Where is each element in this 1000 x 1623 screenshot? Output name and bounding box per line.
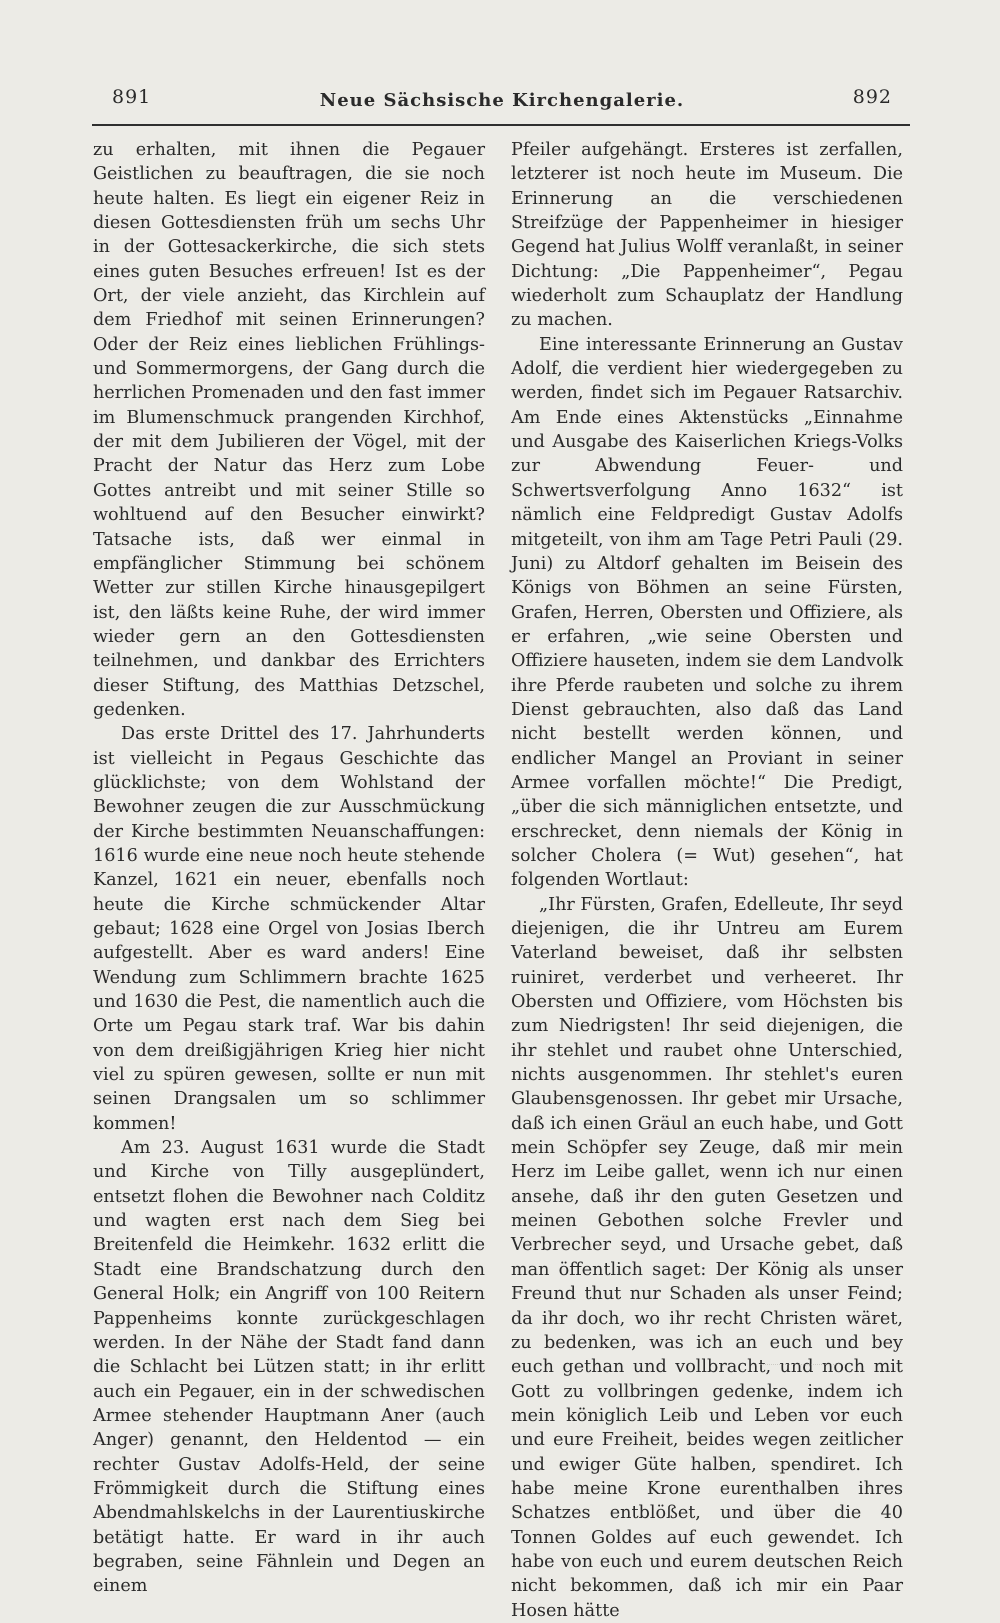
paragraph: Am 23. August 1631 wurde die Stadt und Kirche von Tilly ausgeplündert, entsetzt flohen die Bewohner nach Colditz und wagten erst nach dem Sieg bei Breitenfeld die Heimkehr. 1632 erlitt die Stadt eine Brandschatzung durch den General Holk; ein Angriff von 100 Reitern Pappenheims konnte zurückgeschlagen werden. In der Nähe der Stadt fand dann die Schlacht bei Lützen statt; in ihr erlitt auch ein Pegauer, ein in der schwedischen Armee stehender Hauptmann Aner (auch Anger) genannt, den Heldentod — ein rechter Gustav Adolfs-Held, der seine Frömmigkeit durch die Stiftung eines Abendmahlskelchs in der Laurentiuskirche betätigt hatte. Er ward in ihr auch begraben, seine Fähnlein und Degen an einem: [93, 1138, 485, 1597]
page-number-right: 892: [852, 86, 892, 108]
page-number-left: 891: [112, 86, 152, 108]
page-header: [112, 86, 892, 120]
header-rule: [92, 124, 910, 126]
paragraph: Eine interessante Erinnerung an Gustav Adolf, die verdient hier wiedergegeben zu werden, findet sich im Pegauer Ratsarchiv. Am Ende eines Aktenstücks „Einnahme und Ausgabe des Kaiserlichen Kriegs-Volks zur Abwendung Feuer- und Schwertsverfolgung Anno 1632“ ist nämlich eine Feldpredigt Gustav Adolfs mitgeteilt, von ihm am Tage Petri Pauli (29. Juni) zu Altdorf gehalten im Beisein des Königs von Böhmen an seine Fürsten, Grafen, Herren, Obersten und Offiziere, als er erfahren, „wie seine Obersten und Offiziere hauseten, indem sie dem Landvolk ihre Pferde raubeten und solche zu ihrem Dienst gebrauchten, also daß das Land nicht bestellt werden können, und endlicher Mangel an Proviant in seiner Armee vorfallen möchte!“ Die Predigt, „über die sich männiglichen entsetzte, und erschrecket, denn niemals der König in solcher Cholera (= Wut) gesehen“, hat folgenden Wortlaut:: [511, 334, 903, 891]
right-column: [511, 138, 903, 1623]
paragraph: Das erste Drittel des 17. Jahrhunderts ist vielleicht in Pegaus Geschichte das glücklichste; von dem Wohlstand der Bewohner zeugen die zur Ausschmückung der Kirche bestimmten Neuanschaffungen: 1616 wurde eine neue noch heute stehende Kanzel, 1621 ein neuer, ebenfalls noch heute die Kirche schmückender Altar gebaut; 1628 eine Orgel von Josias Iberch aufgestellt. Aber es ward anders! Eine Wendung zum Schlimmern brachte 1625 und 1630 die Pest, die namentlich auch die Orte um Pegau stark traf. War bis dahin von dem dreißigjährigen Krieg hier nicht viel zu spüren gewesen, sollte er nun mit seinen Drangsalen um so schlimmer kommen!: [93, 724, 485, 1134]
faint-stamp-mark: [760, 1350, 840, 1365]
running-title: Neue Sächsische Kirchengalerie.: [319, 90, 685, 111]
paragraph: zu erhalten, mit ihnen die Pegauer Geistlichen zu beauftragen, die sie noch heute halten. Es liegt ein eigener Reiz in diesen Gottesdiensten früh um sechs Uhr in der Gottesackerkirche, die sich stets eines guten Besuches erfreuen! Ist es der Ort, der viele anzieht, das Kirchlein auf dem Friedhof mit seinen Erinnerungen? Oder der Reiz eines lieblichen Frühlings- und Sommermorgens, der Gang durch die herrlichen Promenaden und den fast immer im Blumenschmuck prangenden Kirchhof, der mit dem Jubilieren der Vögel, mit der Pracht der Natur das Herz zum Lobe Gottes antreibt und mit seiner Stille so wohltuend auf den Besucher einwirkt? Tatsache ists, daß wer einmal in empfänglicher Stimmung bei schönem Wetter zur stillen Kirche hinausgepilgert ist, den läßts keine Ruhe, der wird immer wieder gern an den Gottesdiensten teilnehmen, und dankbar des Errichters dieser Stiftung, des Matthias Detzschel, gedenken.: [93, 140, 485, 720]
left-column: [93, 138, 485, 1599]
paragraph: Pfeiler aufgehängt. Ersteres ist zerfallen, letzterer ist noch heute im Museum. Die Erinnerung an die verschiedenen Streifzüge der Pappenheimer in hiesiger Gegend hat Julius Wolff veranlaßt, in seiner Dichtung: „Die Pappenheimer“, Pegau wiederholt zum Schauplatz der Handlung zu machen.: [511, 140, 903, 331]
paragraph: „Ihr Fürsten, Grafen, Edelleute, Ihr seyd diejenigen, die ihr Untreu am Eurem Vaterland beweiset, daß ihr selbsten ruiniret, verderbet und verheeret. Ihr Obersten und Offiziere, vom Höchsten bis zum Niedrigsten! Ihr seid diejenigen, die ihr stehlet und raubet ohne Unterschied, nichts ausgenommen. Ihr stehlet's euren Glaubensgenossen. Ihr gebet mir Ursache, daß ich einen Gräul an euch habe, und Gott mein Schöpfer sey Zeuge, daß mir mein Herz im Leibe gallet, wenn ich nur einen ansehe, daß ihr den guten Gesetzen und meinen Gebothen solche Frevler und Verbrecher seyd, und Ursache gebet, daß man öffentlich saget: Der König als unser Freund thut nur Schaden als unser Feind; da ihr doch, wo ihr recht Christen wäret, zu bedenken, was ich an euch und bey euch gethan und vollbracht, und noch mit Gott zu vollbringen gedenke, indem ich mein königlich Leib und Leben vor euch und eure Freiheit, beides wegen zeitlicher und ewiger Güte halben, spendiret. Ich habe meine Krone eurenthalben ihres Schatzes entblößet, und über die 40 Tonnen Goldes auf euch gewendet. Ich habe von euch und eurem deutschen Reich nicht bekommen, daß ich mir ein Paar Hosen hätte: [511, 894, 903, 1621]
